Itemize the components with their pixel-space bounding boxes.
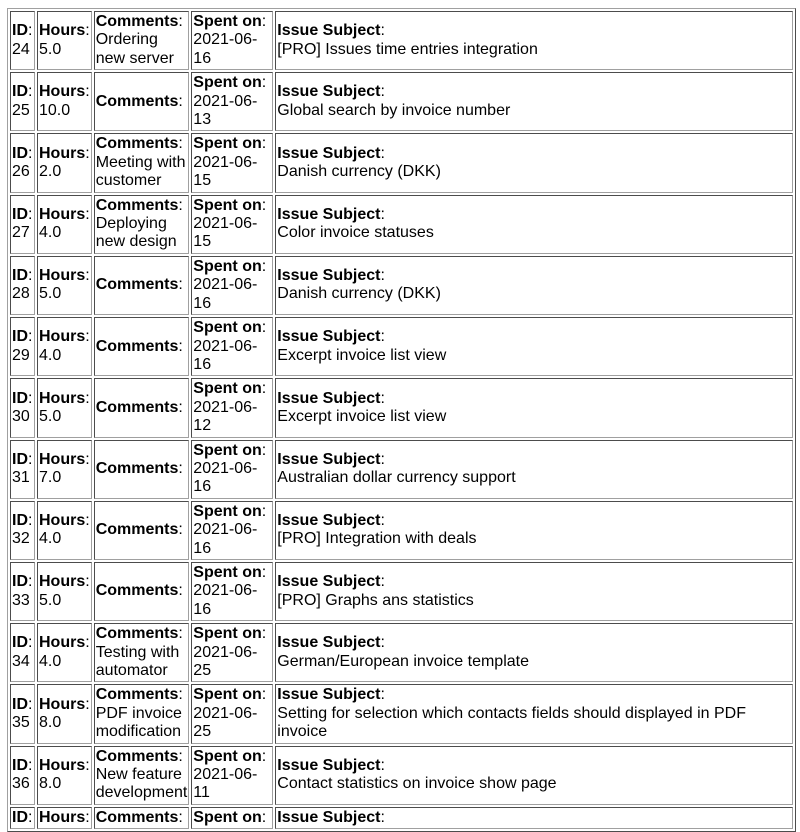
issue-subject-cell: Issue Subject: Excerpt invoice list view bbox=[275, 378, 793, 437]
issue-subject-value: Australian dollar currency support bbox=[277, 469, 516, 487]
spent-on-cell: Spent on: 2021-06-16 bbox=[191, 440, 273, 499]
table-row bbox=[10, 72, 793, 131]
table-row bbox=[10, 807, 793, 829]
hours-cell: Hours: 5.0 bbox=[37, 378, 92, 437]
hours-value: 2.0 bbox=[39, 163, 62, 181]
table-row bbox=[10, 11, 793, 70]
spent-on-label: Spent on bbox=[193, 563, 262, 581]
hours-label: Hours bbox=[39, 808, 86, 826]
issue-subject-cell: Issue Subject: Danish currency (DKK) bbox=[275, 133, 793, 192]
spent-on-label: Spent on bbox=[193, 747, 262, 765]
issue-subject-cell: Issue Subject: [PRO] Graphs ans statistics bbox=[275, 562, 793, 621]
hours-cell: Hours: 4.0 bbox=[37, 501, 92, 560]
hours-cell: Hours: 4.0 bbox=[37, 195, 92, 254]
id-label: ID bbox=[12, 22, 28, 40]
spent-on-label: Spent on bbox=[193, 808, 262, 826]
id-cell: ID: 34 bbox=[10, 623, 35, 682]
hours-cell: Hours: 10.0 bbox=[37, 72, 92, 131]
hours-label: Hours bbox=[39, 389, 86, 407]
id-label: ID bbox=[12, 450, 28, 468]
hours-cell: Hours: 5.0 bbox=[37, 11, 92, 70]
hours-value: 5.0 bbox=[39, 591, 62, 609]
hours-value: 10.0 bbox=[39, 101, 71, 119]
id-cell: ID: 29 bbox=[10, 317, 35, 376]
comments-cell: Comments: bbox=[94, 72, 190, 131]
id-cell: ID: 25 bbox=[10, 72, 35, 131]
comments-value: Ordering new server bbox=[95, 31, 174, 67]
hours-cell: Hours: 4.0 bbox=[37, 623, 92, 682]
issue-subject-value: Setting for selection which contacts fields should displayed in PDF invoice bbox=[277, 704, 746, 741]
id-value: 30 bbox=[12, 407, 30, 425]
issue-subject-label: Issue Subject bbox=[277, 573, 381, 591]
issue-subject-value: [PRO] Integration with deals bbox=[277, 530, 477, 548]
hours-label: Hours bbox=[39, 144, 86, 162]
comments-label: Comments bbox=[95, 747, 179, 765]
issue-subject-label: Issue Subject bbox=[277, 83, 381, 101]
issue-subject-cell: Issue Subject: German/European invoice template bbox=[275, 623, 793, 682]
comments-cell: Comments: New feature development bbox=[94, 746, 190, 805]
issue-subject-label: Issue Subject bbox=[277, 686, 381, 704]
comments-cell: Comments: bbox=[94, 317, 190, 376]
issue-subject-label: Issue Subject bbox=[277, 267, 381, 285]
spent-on-label: Spent on bbox=[193, 196, 262, 214]
comments-label: Comments bbox=[95, 686, 179, 704]
spent-on-value: 2021-06-25 bbox=[193, 643, 258, 679]
issue-subject-label: Issue Subject bbox=[277, 328, 381, 346]
issue-subject-label: Issue Subject bbox=[277, 144, 381, 162]
spent-on-cell: Spent on: 2021-06-15 bbox=[191, 133, 273, 192]
comments-value: Deploying new design bbox=[95, 215, 177, 251]
table-row bbox=[10, 501, 793, 560]
issue-subject-value: [PRO] Issues time entries integration bbox=[277, 40, 538, 58]
issue-subject-label: Issue Subject bbox=[277, 389, 381, 407]
issue-subject-value: Contact statistics on invoice show page bbox=[277, 775, 557, 793]
comments-cell: Comments: bbox=[94, 562, 190, 621]
table-row bbox=[10, 440, 793, 499]
spent-on-value: 2021-06-12 bbox=[193, 398, 258, 435]
comments-cell: Comments: Meeting with customer bbox=[94, 133, 190, 192]
issue-subject-cell: Issue Subject: Danish currency (DKK) bbox=[275, 256, 793, 315]
issue-subject-label: Issue Subject bbox=[277, 450, 381, 468]
id-label: ID bbox=[12, 205, 28, 223]
spent-on-cell: Spent on: 2021-06-13 bbox=[191, 72, 273, 131]
id-value: 33 bbox=[12, 591, 30, 609]
comments-label: Comments bbox=[95, 808, 179, 826]
issue-subject-value: Danish currency (DKK) bbox=[277, 285, 441, 303]
comments-value: New feature development bbox=[95, 766, 188, 802]
comments-cell: Comments: bbox=[94, 378, 190, 437]
hours-label: Hours bbox=[39, 450, 86, 468]
spent-on-label: Spent on bbox=[193, 502, 262, 520]
issue-subject-value: Excerpt invoice list view bbox=[277, 407, 447, 425]
spent-on-label: Spent on bbox=[193, 135, 262, 153]
id-label: ID bbox=[12, 389, 28, 407]
spent-on-cell: Spent on: 2021-06-25 bbox=[191, 684, 273, 743]
hours-cell: Hours: bbox=[37, 807, 92, 829]
spent-on-value: 2021-06-16 bbox=[193, 521, 258, 557]
id-value: 27 bbox=[12, 224, 30, 242]
hours-label: Hours bbox=[39, 267, 86, 285]
issue-subject-value: Color invoice statuses bbox=[277, 224, 434, 242]
issue-subject-cell: Issue Subject: Contact statistics on invoice show page bbox=[275, 746, 793, 805]
issue-subject-cell: Issue Subject: Color invoice statuses bbox=[275, 195, 793, 254]
id-label: ID bbox=[12, 144, 28, 162]
spent-on-cell: Spent on: 2021-06-16 bbox=[191, 11, 273, 70]
spent-on-value: 2021-06-15 bbox=[193, 153, 258, 190]
comments-value: PDF invoice modification bbox=[95, 704, 182, 741]
spent-on-label: Spent on bbox=[193, 686, 262, 704]
hours-label: Hours bbox=[39, 22, 86, 40]
comments-label: Comments bbox=[95, 337, 179, 355]
spent-on-cell: Spent on: bbox=[191, 807, 273, 829]
table-row bbox=[10, 133, 793, 192]
id-value: 31 bbox=[12, 469, 30, 487]
id-label: ID bbox=[12, 511, 28, 529]
hours-label: Hours bbox=[39, 205, 86, 223]
spent-on-value: 2021-06-25 bbox=[193, 704, 258, 741]
comments-label: Comments bbox=[95, 135, 179, 153]
issue-subject-value: Global search by invoice number bbox=[277, 101, 511, 119]
spent-on-value: 2021-06-16 bbox=[193, 31, 258, 67]
issue-subject-label: Issue Subject bbox=[277, 756, 381, 774]
hours-value: 4.0 bbox=[39, 346, 62, 364]
hours-cell: Hours: 8.0 bbox=[37, 684, 92, 743]
hours-value: 8.0 bbox=[39, 775, 62, 793]
comments-value: Testing with automator bbox=[95, 643, 180, 679]
spent-on-cell: Spent on: 2021-06-16 bbox=[191, 501, 273, 560]
comments-cell: Comments: bbox=[94, 807, 190, 829]
id-label: ID bbox=[12, 634, 28, 652]
table-row bbox=[10, 378, 793, 437]
id-value: 28 bbox=[12, 285, 30, 303]
comments-label: Comments bbox=[95, 521, 179, 539]
id-cell: ID: 31 bbox=[10, 440, 35, 499]
spent-on-value: 2021-06-16 bbox=[193, 276, 258, 312]
comments-cell: Comments: Testing with automator bbox=[94, 623, 190, 682]
comments-cell: Comments: Deploying new design bbox=[94, 195, 190, 254]
hours-label: Hours bbox=[39, 328, 86, 346]
issue-subject-label: Issue Subject bbox=[277, 22, 381, 40]
comments-cell: Comments: bbox=[94, 440, 190, 499]
issue-subject-value: [PRO] Graphs ans statistics bbox=[277, 591, 474, 609]
hours-value: 5.0 bbox=[39, 40, 62, 58]
spent-on-label: Spent on bbox=[193, 74, 262, 92]
id-value: 36 bbox=[12, 775, 30, 793]
issue-subject-label: Issue Subject bbox=[277, 205, 381, 223]
issue-subject-value: German/European invoice template bbox=[277, 652, 529, 670]
spent-on-cell: Spent on: 2021-06-16 bbox=[191, 317, 273, 376]
spent-on-label: Spent on bbox=[193, 441, 262, 459]
id-cell: ID: 32 bbox=[10, 501, 35, 560]
issue-subject-value: Danish currency (DKK) bbox=[277, 163, 441, 181]
hours-label: Hours bbox=[39, 573, 86, 591]
comments-cell: Comments: bbox=[94, 501, 190, 560]
issue-subject-cell: Issue Subject: [PRO] Integration with deals bbox=[275, 501, 793, 560]
issue-subject-label: Issue Subject bbox=[277, 511, 381, 529]
hours-cell: Hours: 7.0 bbox=[37, 440, 92, 499]
comments-value: Meeting with customer bbox=[95, 153, 186, 190]
hours-cell: Hours: 5.0 bbox=[37, 562, 92, 621]
spent-on-label: Spent on bbox=[193, 13, 262, 30]
table-row bbox=[10, 746, 793, 805]
hours-label: Hours bbox=[39, 83, 86, 101]
comments-label: Comments bbox=[95, 625, 179, 643]
table-row bbox=[10, 562, 793, 621]
comments-label: Comments bbox=[95, 276, 179, 294]
spent-on-value: 2021-06-16 bbox=[193, 337, 258, 373]
id-cell: ID: bbox=[10, 807, 35, 829]
hours-value: 7.0 bbox=[39, 469, 62, 487]
spent-on-value: 2021-06-16 bbox=[193, 582, 258, 618]
spent-on-cell: Spent on: 2021-06-16 bbox=[191, 562, 273, 621]
comments-label: Comments bbox=[95, 92, 179, 110]
hours-value: 5.0 bbox=[39, 285, 62, 303]
comments-label: Comments bbox=[95, 459, 179, 477]
spent-on-value: 2021-06-13 bbox=[193, 92, 258, 129]
comments-cell: Comments: bbox=[94, 256, 190, 315]
hours-value: 5.0 bbox=[39, 407, 62, 425]
id-cell: ID: 36 bbox=[10, 746, 35, 805]
spent-on-cell: Spent on: 2021-06-16 bbox=[191, 256, 273, 315]
spent-on-label: Spent on bbox=[193, 380, 262, 398]
comments-label: Comments bbox=[95, 582, 179, 600]
hours-value: 4.0 bbox=[39, 652, 62, 670]
table-row bbox=[10, 256, 793, 315]
comments-label: Comments bbox=[95, 13, 179, 30]
hours-label: Hours bbox=[39, 756, 86, 774]
hours-value: 8.0 bbox=[39, 714, 62, 732]
comments-label: Comments bbox=[95, 398, 179, 416]
table-row bbox=[10, 623, 793, 682]
hours-cell: Hours: 8.0 bbox=[37, 746, 92, 805]
comments-cell: Comments: Ordering new server bbox=[94, 11, 190, 70]
hours-label: Hours bbox=[39, 695, 86, 713]
id-cell: ID: 35 bbox=[10, 684, 35, 743]
id-cell: ID: 26 bbox=[10, 133, 35, 192]
id-value: 32 bbox=[12, 530, 30, 548]
spent-on-cell: Spent on: 2021-06-11 bbox=[191, 746, 273, 805]
table-row bbox=[10, 684, 793, 743]
id-cell: ID: 27 bbox=[10, 195, 35, 254]
id-value: 24 bbox=[12, 40, 30, 58]
spent-on-cell: Spent on: 2021-06-12 bbox=[191, 378, 273, 437]
issue-subject-cell: Issue Subject: Setting for selection which contacts fields should displayed in PDF invoice bbox=[275, 684, 793, 743]
id-label: ID bbox=[12, 573, 28, 591]
spent-on-label: Spent on bbox=[193, 319, 262, 337]
table-row bbox=[10, 317, 793, 376]
id-value: 34 bbox=[12, 652, 30, 670]
spent-on-label: Spent on bbox=[193, 625, 262, 643]
id-label: ID bbox=[12, 695, 28, 713]
table-row bbox=[10, 195, 793, 254]
id-cell: ID: 28 bbox=[10, 256, 35, 315]
issue-subject-cell: Issue Subject: [PRO] Issues time entries integration bbox=[275, 11, 793, 70]
issue-subject-label: Issue Subject bbox=[277, 634, 381, 652]
id-label: ID bbox=[12, 83, 28, 101]
spent-on-value: 2021-06-11 bbox=[193, 766, 258, 802]
id-cell: ID: 24 bbox=[10, 11, 35, 70]
spent-on-cell: Spent on: 2021-06-25 bbox=[191, 623, 273, 682]
id-label: ID bbox=[12, 808, 28, 826]
issue-subject-cell: Issue Subject: Australian dollar currency support bbox=[275, 440, 793, 499]
hours-cell: Hours: 4.0 bbox=[37, 317, 92, 376]
hours-label: Hours bbox=[39, 634, 86, 652]
issue-subject-cell: Issue Subject: Global search by invoice number bbox=[275, 72, 793, 131]
time-entries-table bbox=[7, 8, 796, 832]
spent-on-value: 2021-06-15 bbox=[193, 215, 258, 251]
id-value: 29 bbox=[12, 346, 30, 364]
id-value: 26 bbox=[12, 163, 30, 181]
hours-value: 4.0 bbox=[39, 224, 62, 242]
hours-cell: Hours: 2.0 bbox=[37, 133, 92, 192]
comments-cell: Comments: PDF invoice modification bbox=[94, 684, 190, 743]
id-cell: ID: 30 bbox=[10, 378, 35, 437]
id-value: 25 bbox=[12, 101, 30, 119]
issue-subject-cell: Issue Subject: bbox=[275, 807, 793, 829]
hours-value: 4.0 bbox=[39, 530, 62, 548]
id-value: 35 bbox=[12, 714, 30, 732]
id-label: ID bbox=[12, 756, 28, 774]
id-cell: ID: 33 bbox=[10, 562, 35, 621]
id-label: ID bbox=[12, 267, 28, 285]
spent-on-value: 2021-06-16 bbox=[193, 459, 258, 496]
issue-subject-value: Excerpt invoice list view bbox=[277, 346, 447, 364]
spent-on-cell: Spent on: 2021-06-15 bbox=[191, 195, 273, 254]
hours-cell: Hours: 5.0 bbox=[37, 256, 92, 315]
issue-subject-cell: Issue Subject: Excerpt invoice list view bbox=[275, 317, 793, 376]
id-label: ID bbox=[12, 328, 28, 346]
hours-label: Hours bbox=[39, 511, 86, 529]
issue-subject-label: Issue Subject bbox=[277, 808, 381, 826]
comments-label: Comments bbox=[95, 196, 179, 214]
spent-on-label: Spent on bbox=[193, 257, 262, 275]
